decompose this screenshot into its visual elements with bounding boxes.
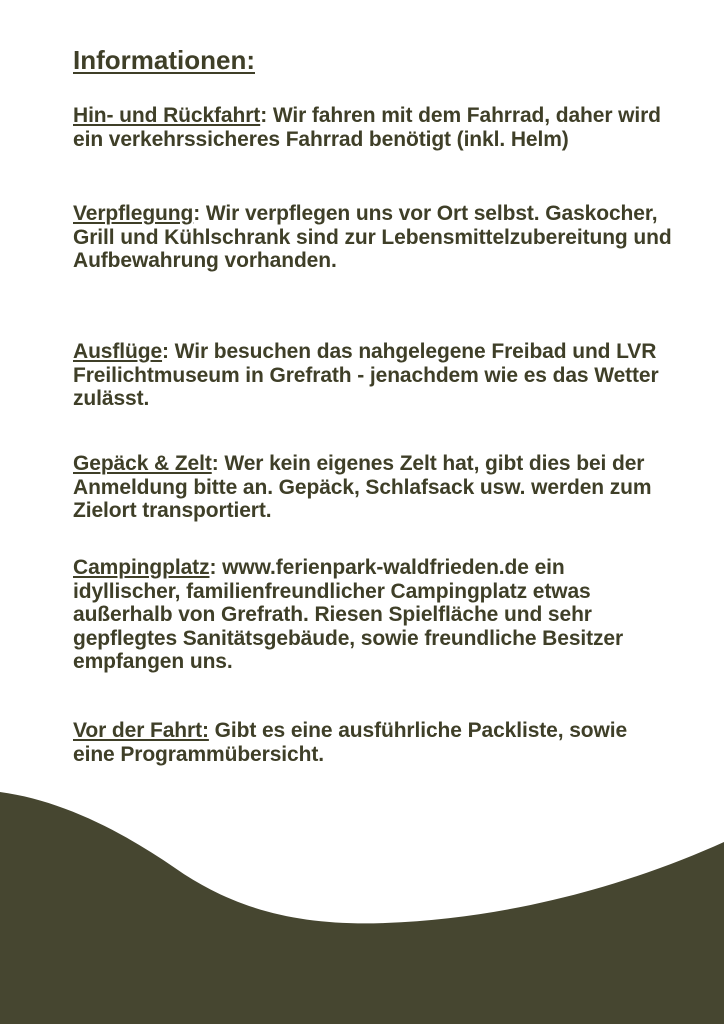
- section-catering: [73, 202, 673, 273]
- section-luggage-text: : Wer kein eigenes Zelt hat, gibt dies bei der Anmeldung bitte an. Gepäck, Schlafsack usw. werden zum Zielort transportiert.: [73, 452, 652, 523]
- section-catering-text: : Wir verpflegen uns vor Ort selbst. Gaskocher, Grill und Kühlschrank sind zur Lebensmittelzubereitung und Aufbewahrung vorhanden.: [73, 202, 672, 273]
- section-travel-text: : Wir fahren mit dem Fahrrad, daher wird ein verkehrssicheres Fahrrad benötigt (inkl. Helm): [73, 104, 661, 151]
- contact-question: Noch Fragen?: [205, 808, 347, 831]
- section-campsite-label: Campingplatz: [73, 556, 210, 579]
- section-travel: [73, 104, 673, 151]
- section-campsite: [73, 556, 673, 674]
- section-excursions-text: : Wir besuchen das nahgelegene Freibad und LVR Freilichtmuseum in Grefrath - jenachdem wie es das Wetter zulässt.: [73, 340, 659, 411]
- section-excursions: [73, 340, 673, 411]
- section-travel-label: Hin- und Rückfahrt: [73, 104, 261, 127]
- contact-email[interactable]: info@daswohnzimmer-toenisvorst.de: [205, 832, 580, 855]
- section-luggage-label: Gepäck & Zelt: [73, 452, 212, 475]
- section-campsite-text: : www.ferienpark-waldfrieden.de ein idyllischer, familienfreundlicher Campingplatz etwas außerhalb von Grefrath. Riesen Spielfläche und sehr gepflegtes Sanitätsgebäude, sowie freundliche Besitzer empfangen uns.: [73, 556, 624, 674]
- section-before-trip-text: Gibt es eine ausführliche Packliste, sowie eine Programmübersicht.: [73, 719, 628, 766]
- section-luggage: [73, 452, 673, 523]
- section-catering-label: Verpflegung: [73, 202, 194, 225]
- contact-block: [205, 808, 579, 880]
- page-title: Informationen:: [73, 45, 255, 75]
- section-excursions-label: Ausflüge: [73, 340, 163, 363]
- contact-phone[interactable]: 02156 971960: [205, 856, 340, 879]
- section-before-trip-label: Vor der Fahrt:: [73, 719, 209, 742]
- info-content: [73, 44, 673, 766]
- section-before-trip: [73, 719, 673, 766]
